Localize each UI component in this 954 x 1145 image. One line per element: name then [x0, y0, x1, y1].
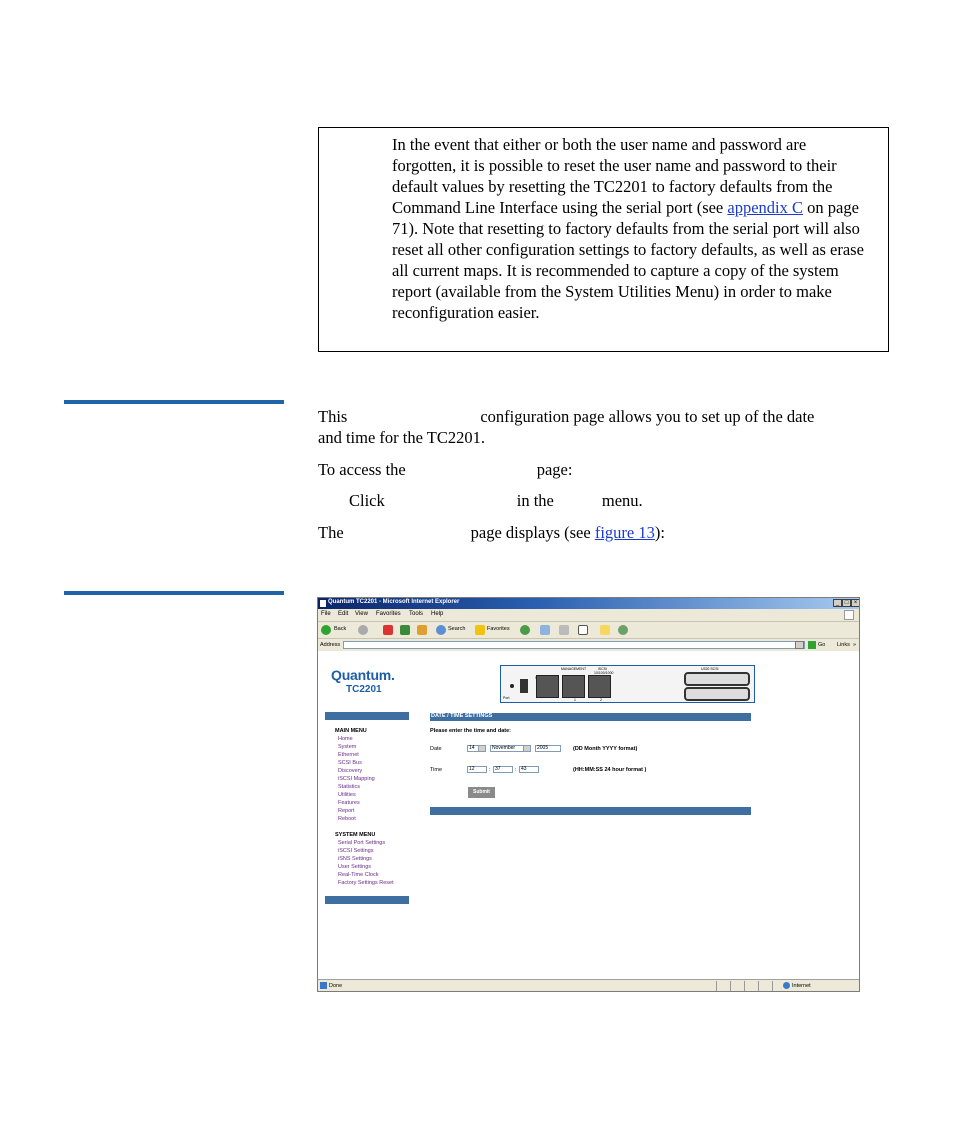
- year-input[interactable]: 2005: [535, 745, 561, 752]
- status-divider: [730, 981, 731, 991]
- ethernet-port-1-icon: [562, 675, 585, 698]
- address-bar: [318, 638, 859, 652]
- page-icon: [320, 982, 327, 989]
- forward-icon[interactable]: [358, 625, 368, 635]
- displays-paragraph: The page displays (see figure 13):: [318, 523, 665, 542]
- hour-input[interactable]: 12: [467, 766, 487, 773]
- sidebar-item-home[interactable]: Home: [338, 736, 353, 742]
- chevron-down-icon: [478, 746, 485, 751]
- go-icon[interactable]: [808, 641, 816, 649]
- maximize-icon[interactable]: □: [842, 599, 851, 607]
- messenger-icon[interactable]: [618, 625, 628, 635]
- sidebar-item-scsi-bus[interactable]: SCSI Bus: [338, 760, 362, 766]
- note-text: In the event that either or both the user name and password are forgotten, it is possible to reset the user name and password to their default values by resetting the TC2201 to factory defaults from the Command Line Interface using the serial port (see appendix C on page 71). Note that resetting to factory defaults from the serial port will also reset all other configuration settings to factory defaults, as well as erase all current maps. It is recommended to capture a copy of the system report (available from the System Utilities Menu) in order to make reconfiguration easier.: [392, 135, 864, 322]
- status-bar: [318, 979, 859, 992]
- time-separator: :: [489, 767, 491, 773]
- menu-edit[interactable]: Edit: [338, 611, 349, 617]
- sidebar-bottom-bar: [325, 896, 409, 904]
- device-faceplate-image: [500, 665, 755, 703]
- status-text: Done: [329, 983, 343, 989]
- history-icon[interactable]: [520, 625, 530, 635]
- sidebar-item-utilities[interactable]: Utilities: [338, 792, 356, 798]
- browser-screenshot: [317, 597, 860, 992]
- status-divider: [716, 981, 717, 991]
- main-menu-title: MAIN MENU: [335, 728, 367, 734]
- search-label[interactable]: Search: [448, 626, 466, 632]
- edit-icon[interactable]: [578, 625, 588, 635]
- folder-icon[interactable]: [600, 625, 610, 635]
- menu-file[interactable]: File: [321, 611, 331, 617]
- menu-view[interactable]: View: [355, 611, 368, 617]
- section-footer-bar: [430, 807, 751, 815]
- step-text: Click in the menu.: [349, 491, 643, 510]
- status-divider: [772, 981, 773, 991]
- menu-tools[interactable]: Tools: [409, 611, 424, 617]
- sidebar-item-user-settings[interactable]: User Settings: [338, 864, 372, 870]
- toolbar: [318, 622, 859, 638]
- zone-text: Internet: [792, 983, 811, 989]
- home-icon[interactable]: [417, 625, 427, 635]
- sidebar-item-iscsi-settings[interactable]: iSCSI Settings: [338, 848, 374, 854]
- minute-input[interactable]: 37: [493, 766, 513, 773]
- sidebar-item-serial-port-settings[interactable]: Serial Port Settings: [338, 840, 386, 846]
- back-label[interactable]: Back: [334, 626, 347, 632]
- back-icon[interactable]: [321, 625, 331, 635]
- management-label: MANAGEMENT: [561, 667, 587, 671]
- speed-label: 10/100/1000: [594, 671, 614, 675]
- time-separator: :: [515, 767, 517, 773]
- links-label[interactable]: Links: [837, 642, 850, 648]
- month-select[interactable]: November: [490, 745, 531, 752]
- sidebar-item-isns-settings[interactable]: iSNS Settings: [338, 856, 372, 862]
- sidebar-item-ethernet[interactable]: Ethernet: [338, 752, 359, 758]
- sidebar-item-statistics[interactable]: Statistics: [338, 784, 361, 790]
- intro-paragraph-line2: and time for the TC2201.: [318, 428, 485, 447]
- date-label: Date: [430, 746, 442, 752]
- time-label: Time: [430, 767, 443, 773]
- date-format-hint: (DD Month YYYY format): [573, 746, 638, 752]
- sidebar-item-factory-settings-reset[interactable]: Factory Settings Reset: [338, 880, 394, 886]
- section-header-bar: [430, 713, 751, 721]
- sidebar-top-bar: [325, 712, 409, 720]
- section-rule-2: [64, 591, 284, 595]
- port-label: Port: [503, 696, 510, 700]
- management-port-icon: [536, 675, 559, 698]
- u320-label: U320 SCSI: [701, 667, 719, 671]
- close-icon[interactable]: ×: [851, 599, 860, 607]
- internet-zone-icon: [783, 982, 790, 989]
- windows-logo-icon: [844, 610, 854, 620]
- minimize-icon[interactable]: _: [833, 599, 842, 607]
- status-divider: [758, 981, 759, 991]
- sidebar-item-real-time-clock[interactable]: Real-Time Clock: [338, 872, 379, 878]
- address-label: Address: [320, 642, 341, 648]
- favorites-label[interactable]: Favorites: [487, 626, 510, 632]
- figure-13-link[interactable]: figure 13: [594, 523, 655, 542]
- address-input[interactable]: [343, 641, 805, 649]
- scsi-connector-2-icon: [684, 687, 750, 701]
- menu-help[interactable]: Help: [431, 611, 444, 617]
- system-menu-title: SYSTEM MENU: [335, 832, 376, 838]
- refresh-icon[interactable]: [400, 625, 410, 635]
- search-icon[interactable]: [436, 625, 446, 635]
- intro-paragraph-line1: This configuration page allows you to set up of the date: [318, 407, 815, 426]
- port-2-number: 2: [600, 698, 602, 702]
- sidebar-item-report[interactable]: Report: [338, 808, 355, 814]
- status-divider: [744, 981, 745, 991]
- time-format-hint: (HH:MM:SS 24 hour format ): [573, 767, 647, 773]
- quantum-logo: Quantum.: [331, 667, 395, 683]
- product-name: TC2201: [346, 684, 382, 695]
- links-chevron-icon[interactable]: »: [853, 642, 857, 648]
- section-title: DATE / TIME SETTINGS: [431, 713, 493, 719]
- sidebar-item-iscsi-mapping[interactable]: iSCSI Mapping: [338, 776, 375, 782]
- window-title: Quantum TC2201 - Microsoft Internet Explorer: [328, 599, 460, 605]
- led-icon: [510, 684, 514, 688]
- print-icon[interactable]: [559, 625, 569, 635]
- access-instruction: To access the page:: [318, 460, 573, 479]
- sidebar-item-system[interactable]: System: [338, 744, 357, 750]
- mail-icon[interactable]: [540, 625, 550, 635]
- go-label[interactable]: Go: [818, 642, 826, 648]
- sidebar-item-discovery[interactable]: Discovery: [338, 768, 363, 774]
- serial-port-icon: [520, 679, 528, 693]
- menu-bar: [318, 609, 859, 622]
- day-select[interactable]: 14: [467, 745, 486, 752]
- appendix-c-link[interactable]: appendix C: [727, 198, 804, 217]
- port-1-number: 1: [574, 698, 576, 702]
- favorites-icon[interactable]: [475, 625, 485, 635]
- address-dropdown-icon[interactable]: [795, 641, 804, 649]
- section-rule-1: [64, 400, 284, 404]
- iscsi-label: iSCSI: [598, 667, 607, 671]
- submit-button[interactable]: Submit: [468, 787, 495, 798]
- stop-icon[interactable]: [383, 625, 393, 635]
- chevron-down-icon: [523, 746, 530, 751]
- scsi-connector-1-icon: [684, 672, 750, 686]
- note-box: [318, 127, 889, 352]
- menu-favorites[interactable]: Favorites: [376, 611, 401, 617]
- ethernet-port-2-icon: [588, 675, 611, 698]
- ie-icon: [320, 600, 326, 607]
- sidebar-item-features[interactable]: Features: [338, 800, 360, 806]
- sidebar-item-reboot[interactable]: Reboot: [338, 816, 356, 822]
- instruction-text: Please enter the time and date:: [430, 728, 511, 734]
- title-bar: [318, 598, 859, 609]
- web-page: [318, 651, 859, 979]
- second-input[interactable]: 43: [519, 766, 539, 773]
